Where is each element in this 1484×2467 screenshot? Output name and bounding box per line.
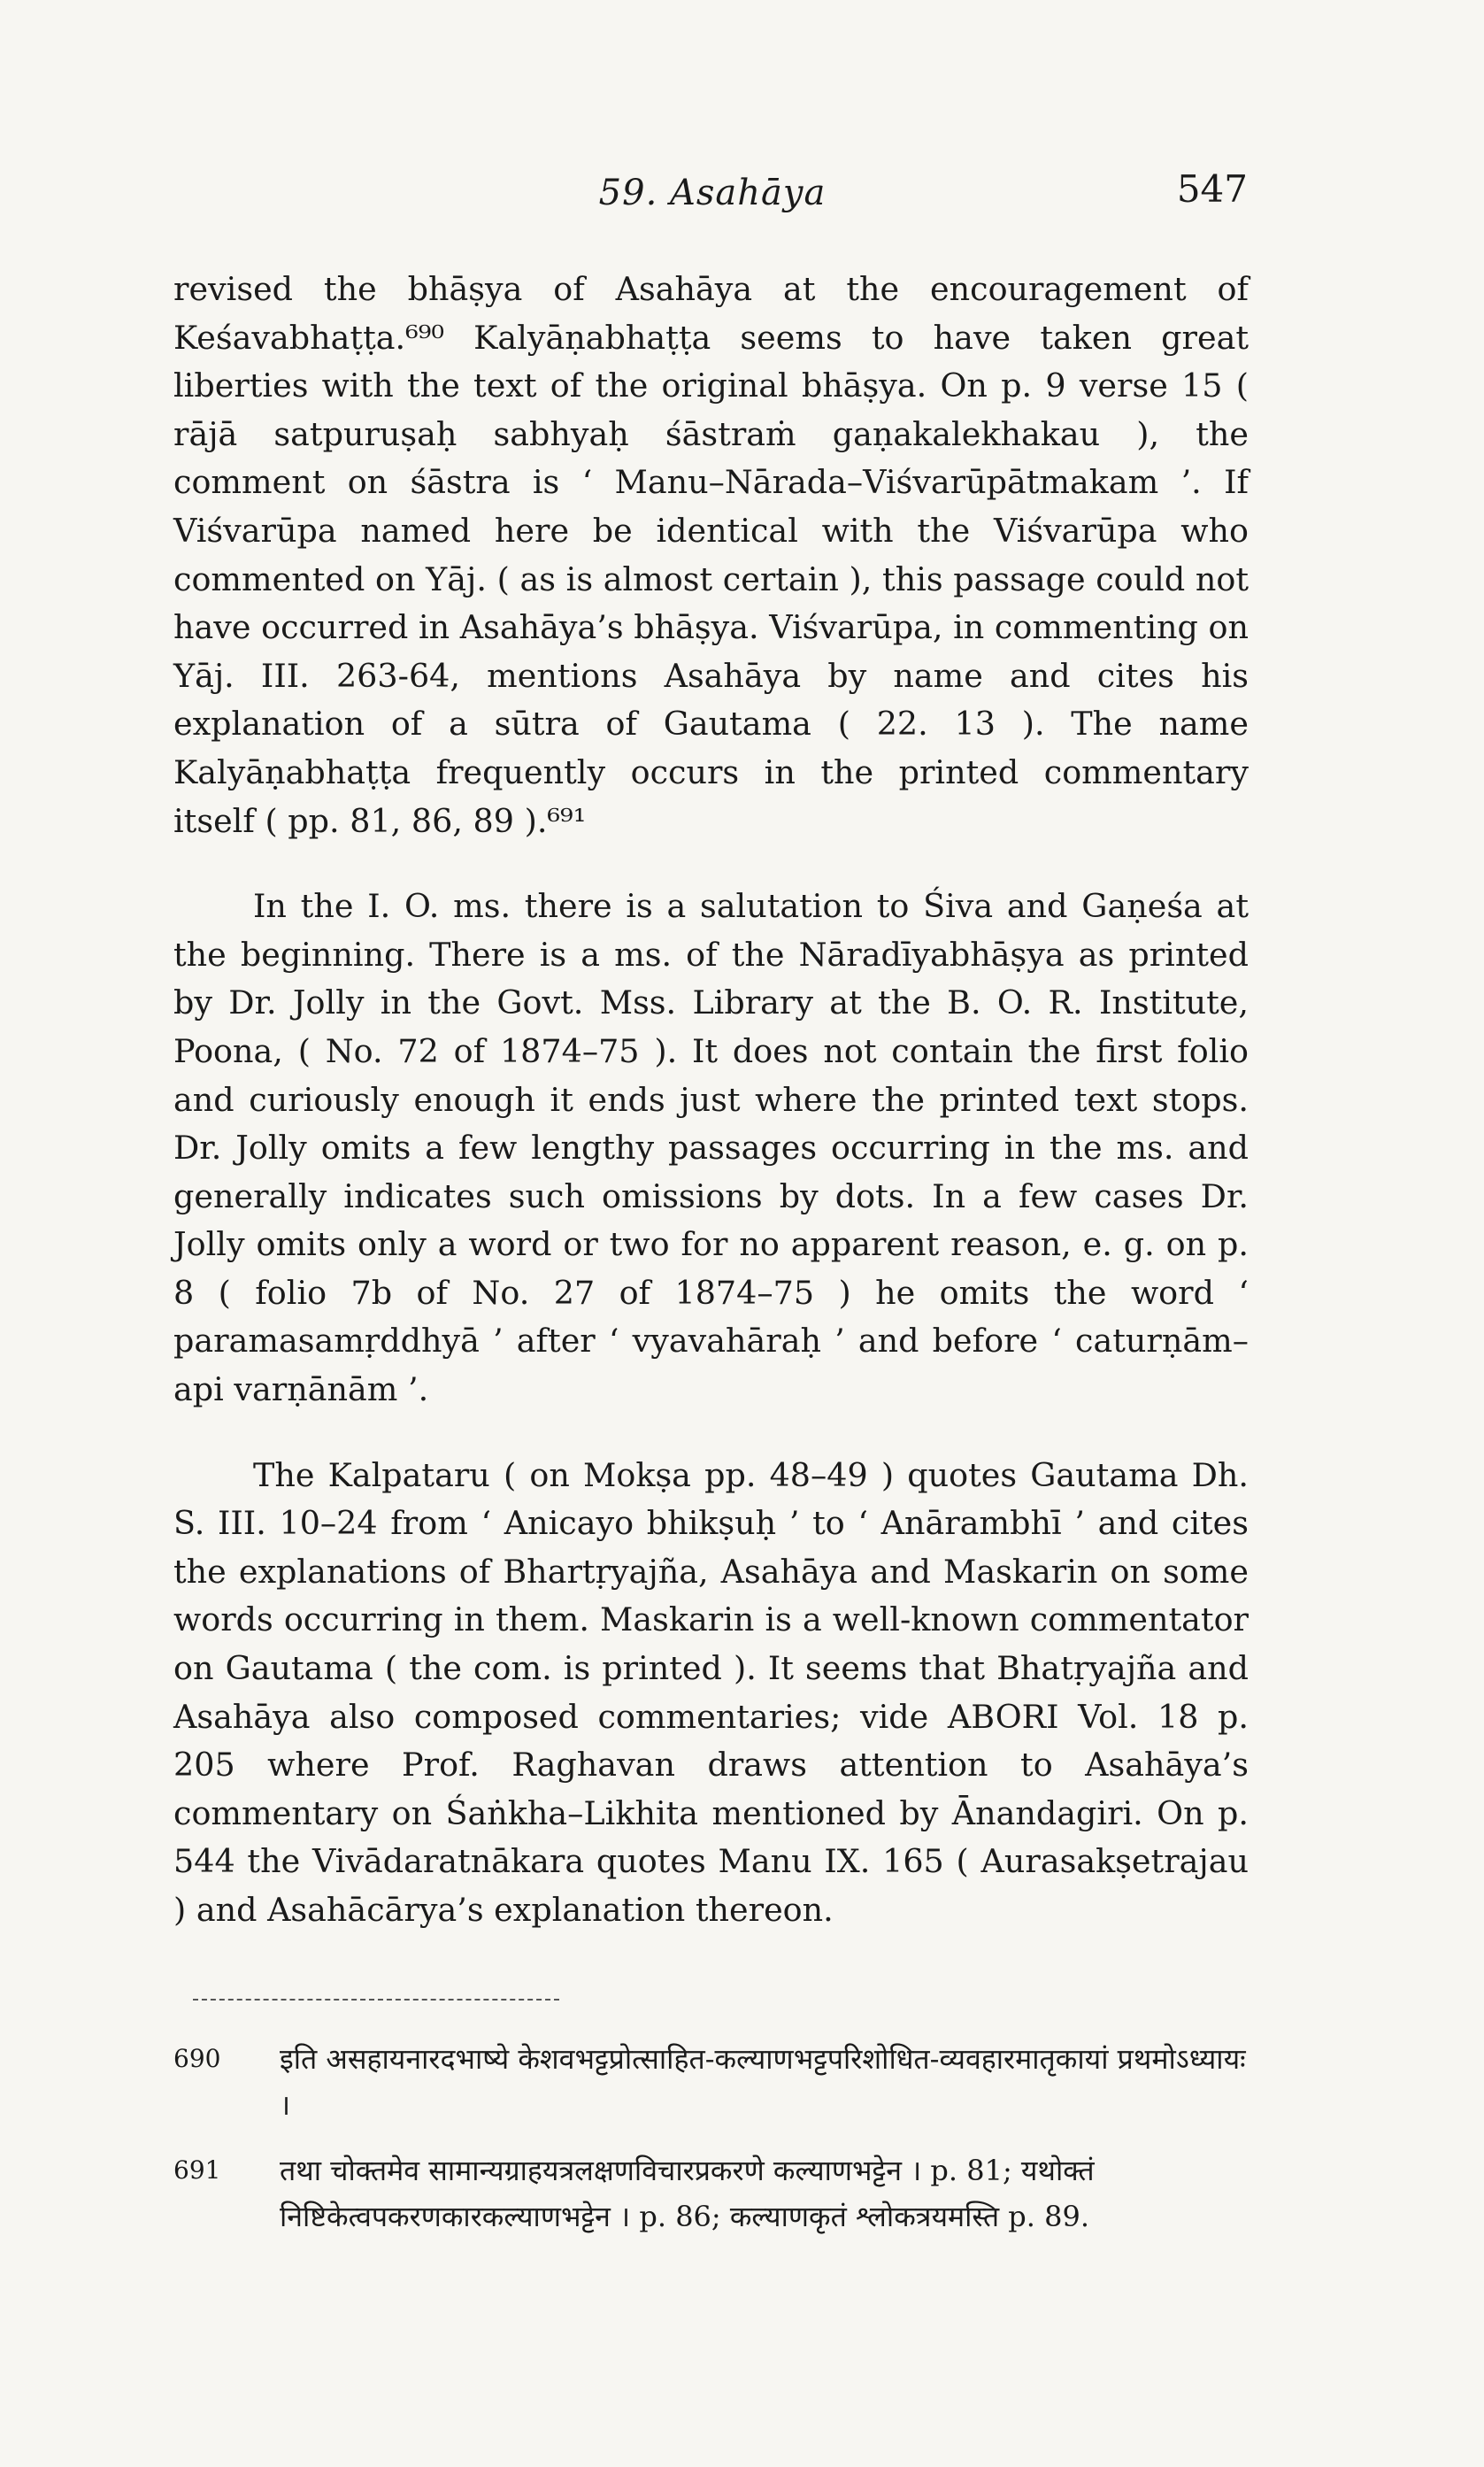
page-header	[177, 167, 1248, 226]
main-text	[173, 266, 1249, 1935]
footnote-number: 690	[173, 2044, 221, 2073]
footnote-number: 691	[173, 2155, 221, 2185]
footnote-text: इति असहायनारदभाष्ये केशवभट्टप्रोत्साहित-कल्याणभट्टपरिशोधित-व्यवहारमातृकायां प्रथमोऽध्यायः ।	[280, 2042, 1246, 2122]
footnotes	[173, 2036, 1249, 2259]
footnote-text: तथा चोक्तमेव सामान्यग्राहयत्रलक्षणविचारप्रकरणे कल्याणभट्टेन । p. 81; यथोक्तं निष्टिकेत्वपकरणकारकल्याणभट्टेन । p. 86; कल्याणकृतं श्लोकत्रयमस्ति p. 89.	[280, 2154, 1095, 2233]
paragraph: revised the bhāṣya of Asahāya at the encouragement of Keśavabhaṭṭa.⁶⁹⁰ Kalyāṇabhaṭṭa seems to have taken great liberties with the text of the original bhāṣya. On p. 9 verse 15 ( rājā satpuruṣaḥ sabhyaḥ śāstraṁ gaṇakalekhakau ), the comment on śāstra is ‘ Manu–Nārada–Viśvarūpātmakam ’. If Viśvarūpa named here be identical with the Viśvarūpa who commented on Yāj. ( as is almost certain ), this passage could not have occurred in Asahāya’s bhāṣya. Viśvarūpa, in commenting on Yāj. III. 263-64, mentions Asahāya by name and cites his explanation of a sūtra of Gautama ( 22. 13 ). The name Kalyāṇabhaṭṭa frequently occurs in the printed commentary itself ( pp. 81, 86, 89 ).⁶⁹¹	[173, 270, 1249, 840]
running-title: 59. Asahāya	[598, 173, 827, 213]
footnote	[173, 2036, 1249, 2128]
page-number: 547	[1176, 167, 1248, 211]
paragraph: In the I. O. ms. there is a salutation to Śiva and Gaṇeśa at the beginning. There is a ms. of the Nāradīyabhāṣya as printed by Dr. Jolly in the Govt. Mss. Library at the B. O. R. Institute, Poona, ( No. 72 of 1874–75 ). It does not contain the first folio and curiously enough it ends just where the printed text stops. Dr. Jolly omits a few lengthy passages occurring in the ms. and generally indicates such omissions by dots. In a few cases Dr. Jolly omits only a word or two for no apparent reason, e. g. on p. 8 ( folio 7b of No. 27 of 1874–75 ) he omits the word ‘ paramasamṛddhyā ’ after ‘ vyavahāraḥ ’ and before ‘ caturṇām–api varṇānām ’.	[173, 887, 1249, 1409]
footnote-separator	[193, 1999, 559, 2001]
footnote	[173, 2147, 1249, 2240]
paragraph: The Kalpataru ( on Mokṣa pp. 48–49 ) quotes Gautama Dh. S. III. 10–24 from ‘ Anicayo bhikṣuḥ ’ to ‘ Anārambhī ’ and cites the explanations of Bhartṛyajña, Asahāya and Maskarin on some words occurring in them. Maskarin is a well-known commentator on Gautama ( the com. is printed ). It seems that Bhatṛyajña and Asahāya also composed commentaries; vide ABORI Vol. 18 p. 205 where Prof. Raghavan draws attention to Asahāya’s commentary on Śaṅkha–Likhita mentioned by Ānandagiri. On p. 544 the Vivādaratnākara quotes Manu IX. 165 ( Aurasakṣetrajau ) and Asahācārya’s explanation thereon.	[173, 1455, 1249, 1929]
